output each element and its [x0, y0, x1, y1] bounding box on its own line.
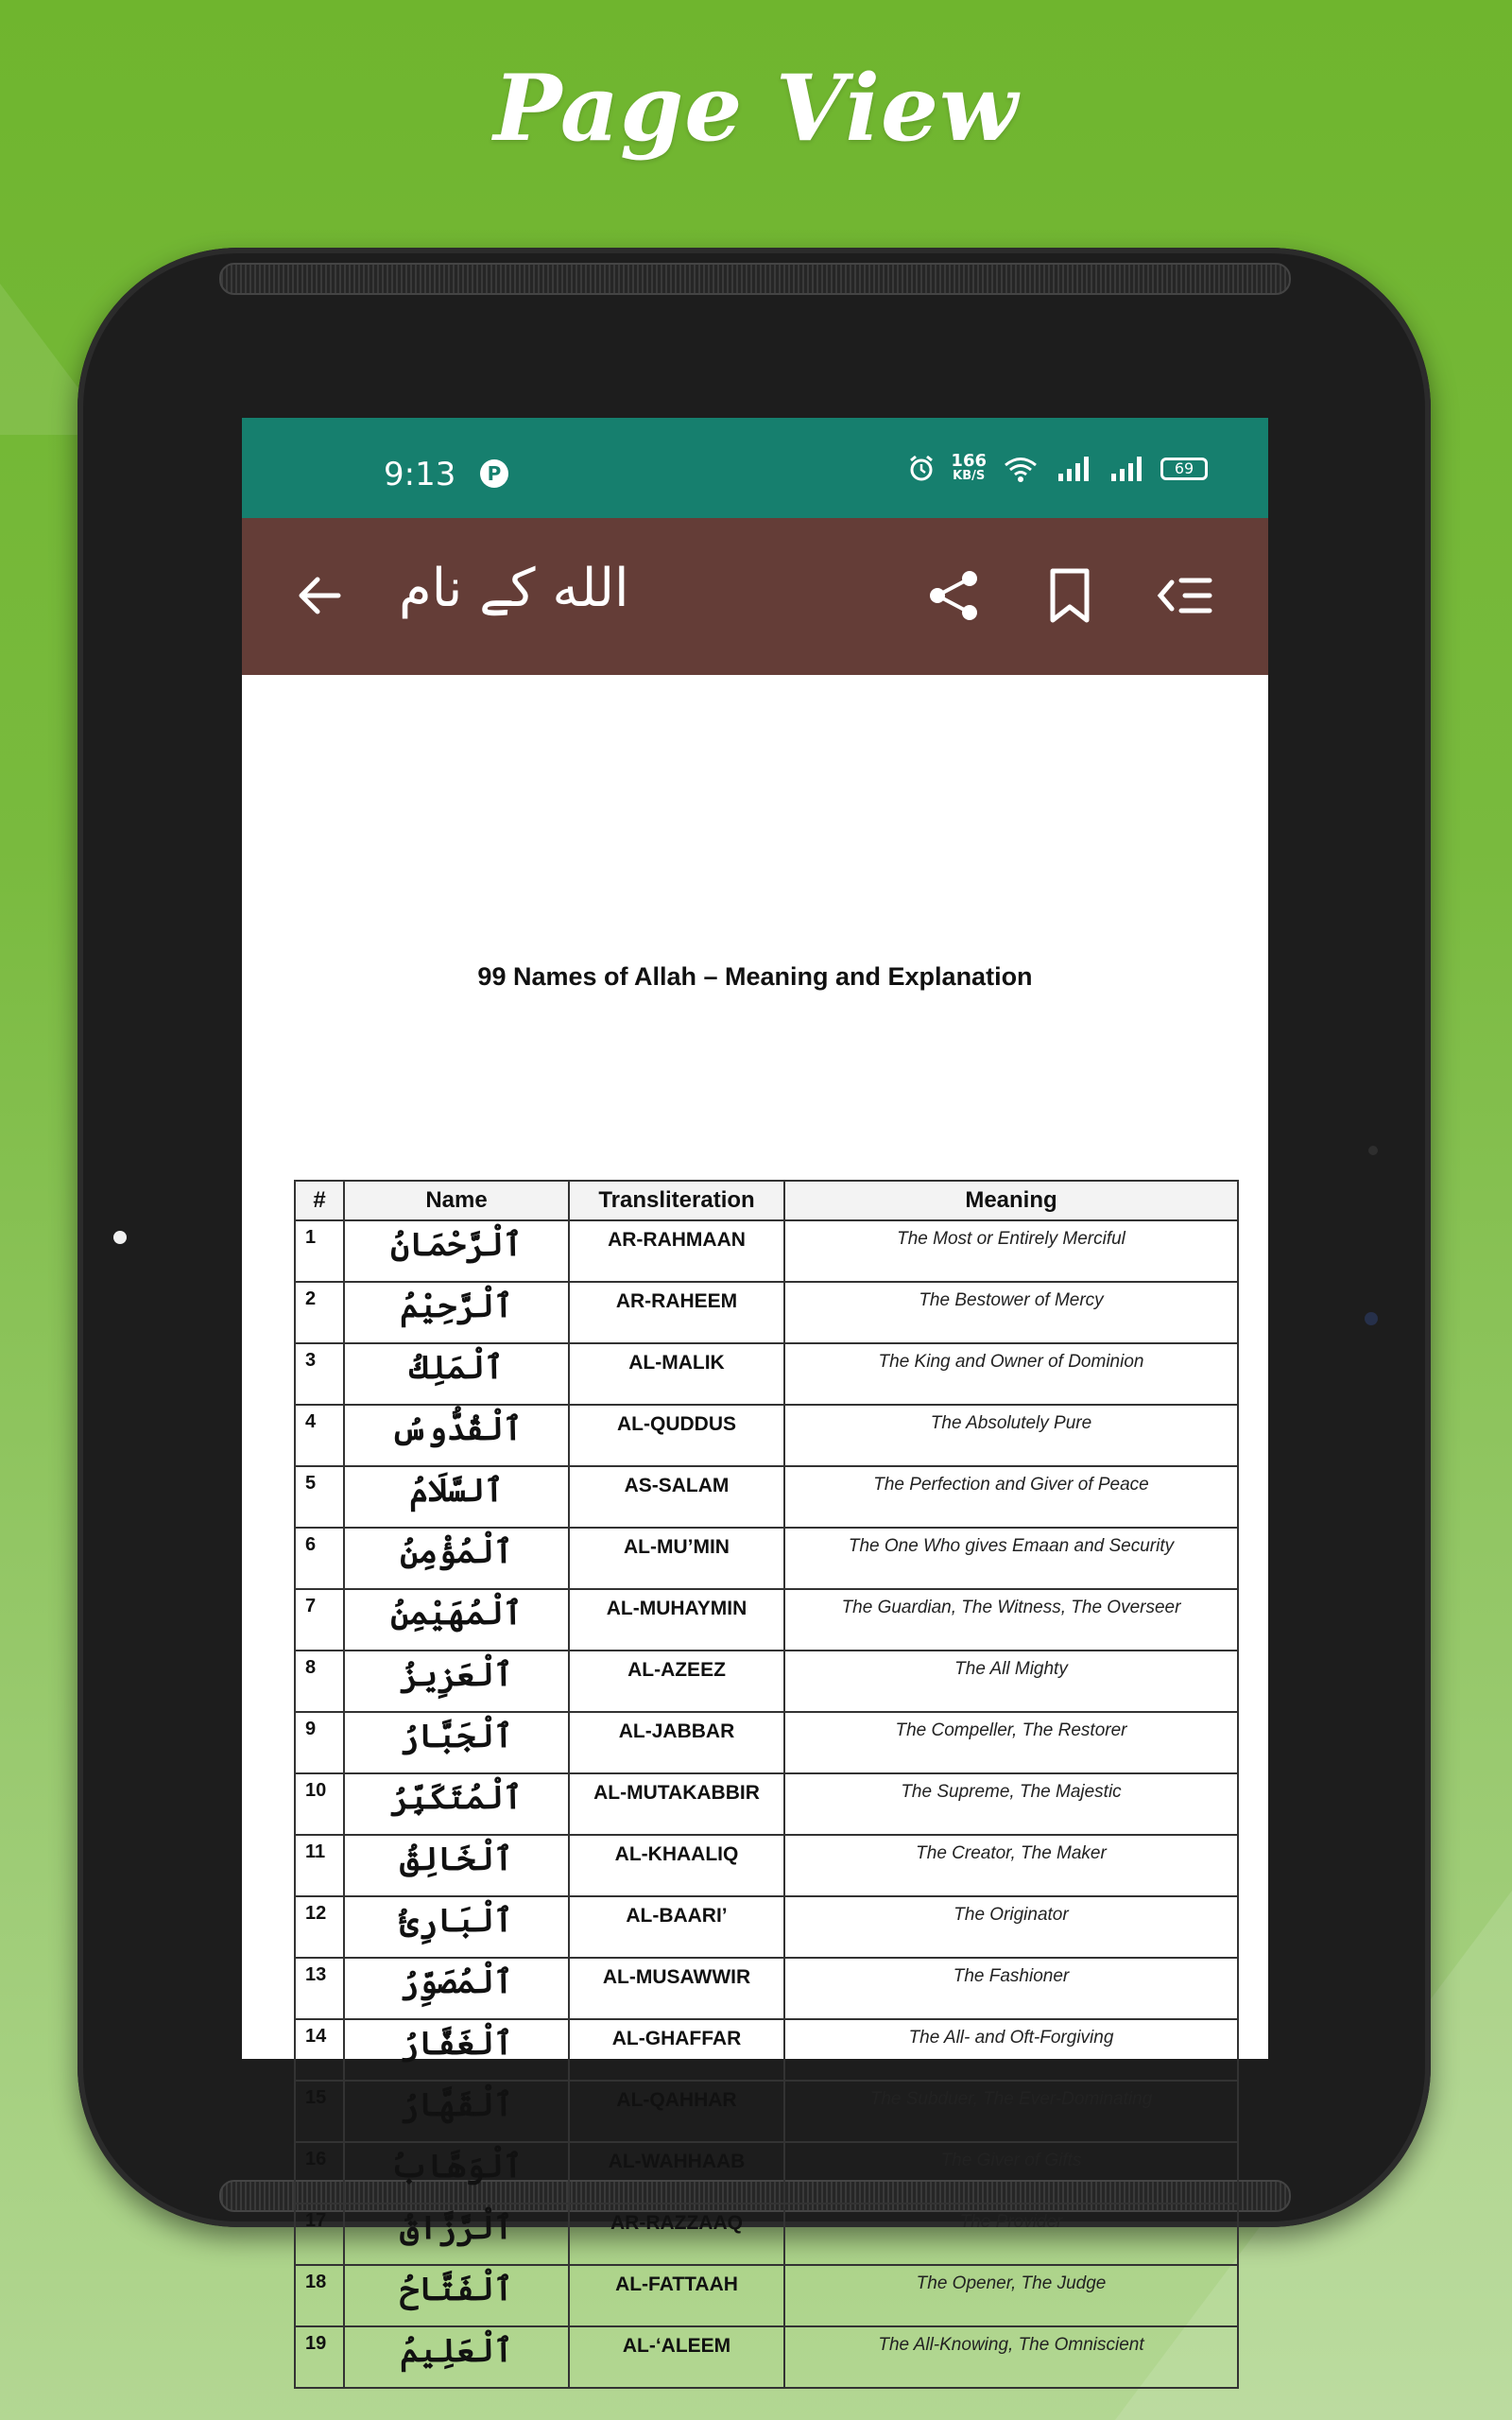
- table-row: [295, 2019, 1238, 2081]
- meaning: The Perfection and Giver of Peace: [784, 1466, 1238, 1528]
- table-row: [295, 1528, 1238, 1589]
- meaning: The Opener, The Judge: [784, 2265, 1238, 2326]
- meaning: The Subduer, The Ever-Dominating: [784, 2081, 1238, 2142]
- arabic-name: ٱلْرَّحِيْمُ: [344, 1282, 569, 1343]
- transliteration: AL-GHAFFAR: [569, 2019, 784, 2081]
- row-number: 11: [295, 1835, 344, 1896]
- table-row: [295, 1343, 1238, 1405]
- transliteration: AL-KHAALIQ: [569, 1835, 784, 1896]
- table-row: [295, 1958, 1238, 2019]
- row-number: 13: [295, 1958, 344, 2019]
- arabic-name: ٱلْفَتَّاحُ: [344, 2265, 569, 2326]
- table-row: [295, 1835, 1238, 1896]
- arabic-name: ٱلْقُدُّوسُ: [344, 1405, 569, 1466]
- row-number: 12: [295, 1896, 344, 1958]
- app-notification-icon: P: [480, 459, 508, 488]
- table-row: [295, 1466, 1238, 1528]
- row-number: 6: [295, 1528, 344, 1589]
- table-row: [295, 1282, 1238, 1343]
- transliteration: AL-MUTAKABBIR: [569, 1773, 784, 1835]
- meaning: The Originator: [784, 1896, 1238, 1958]
- arabic-name: ٱلْوَهَّابُ: [344, 2142, 569, 2204]
- signal-icon: [1108, 455, 1145, 483]
- meaning: The Compeller, The Restorer: [784, 1712, 1238, 1773]
- transliteration: AR-RAHEEM: [569, 1282, 784, 1343]
- meaning: The Provider: [784, 2204, 1238, 2265]
- column-header: #: [295, 1181, 344, 1220]
- transliteration: AL-MUSAWWIR: [569, 1958, 784, 2019]
- column-header: Name: [344, 1181, 569, 1220]
- arabic-name: ٱلْقَهَّارُ: [344, 2081, 569, 2142]
- transliteration: AR-RAHMAAN: [569, 1220, 784, 1282]
- row-number: 16: [295, 2142, 344, 2204]
- arabic-name: ٱلْمُتَكَبِّرُ: [344, 1773, 569, 1835]
- transliteration: AS-SALAM: [569, 1466, 784, 1528]
- arabic-name: ٱلْرَّزَّاقُ: [344, 2204, 569, 2265]
- table-row: [295, 2142, 1238, 2204]
- column-header: Meaning: [784, 1181, 1238, 1220]
- status-icons: [907, 451, 1208, 484]
- names-table: [294, 1180, 1239, 2389]
- row-number: 1: [295, 1220, 344, 1282]
- arabic-name: ٱلْمُؤْمِنُ: [344, 1528, 569, 1589]
- meaning: The Giver of Gifts: [784, 2142, 1238, 2204]
- transliteration: AL-BAARI’: [569, 1896, 784, 1958]
- arabic-name: ٱلْمُهَيْمِنُ: [344, 1589, 569, 1651]
- table-header-row: [295, 1181, 1238, 1220]
- network-speed: 166 KB/S: [951, 451, 987, 483]
- transliteration: AL-JABBAR: [569, 1712, 784, 1773]
- arabic-name: ٱلْخَالِقُ: [344, 1835, 569, 1896]
- transliteration: AL-MUHAYMIN: [569, 1589, 784, 1651]
- bookmark-icon[interactable]: [1041, 565, 1098, 626]
- meaning: The King and Owner of Dominion: [784, 1343, 1238, 1405]
- arabic-name: ٱلْعَلِيمُ: [344, 2326, 569, 2388]
- transliteration: AL-WAHHAAB: [569, 2142, 784, 2204]
- arabic-name: ٱلْغَفَّارُ: [344, 2019, 569, 2081]
- arabic-name: ٱلْعَزِيزُ: [344, 1651, 569, 1712]
- row-number: 18: [295, 2265, 344, 2326]
- row-number: 19: [295, 2326, 344, 2388]
- transliteration: AL-AZEEZ: [569, 1651, 784, 1712]
- arabic-name: ٱلْجَبَّارُ: [344, 1712, 569, 1773]
- row-number: 5: [295, 1466, 344, 1528]
- transliteration: AL-MALIK: [569, 1343, 784, 1405]
- row-number: 2: [295, 1282, 344, 1343]
- transliteration: AL-‘ALEEM: [569, 2326, 784, 2388]
- arabic-name: ٱلْمَلِكُ: [344, 1343, 569, 1405]
- table-row: [295, 1589, 1238, 1651]
- table-row: [295, 2326, 1238, 2388]
- meaning: The Absolutely Pure: [784, 1405, 1238, 1466]
- row-number: 14: [295, 2019, 344, 2081]
- app-bar: [242, 518, 1268, 675]
- arabic-name: ٱلْمُصَوِّرُ: [344, 1958, 569, 2019]
- meaning: The Guardian, The Witness, The Overseer: [784, 1589, 1238, 1651]
- document-title: 99 Names of Allah – Meaning and Explanation: [477, 962, 1033, 991]
- meaning: The All Mighty: [784, 1651, 1238, 1712]
- transliteration: AL-MU’MIN: [569, 1528, 784, 1589]
- column-header: Transliteration: [569, 1181, 784, 1220]
- table-row: [295, 1651, 1238, 1712]
- wifi-icon: [1002, 455, 1040, 483]
- transliteration: AR-RAZZAAQ: [569, 2204, 784, 2265]
- table-row: [295, 2265, 1238, 2326]
- row-number: 15: [295, 2081, 344, 2142]
- camera-dot: [113, 1231, 127, 1244]
- banner-title: Page View: [493, 55, 1019, 162]
- row-number: 7: [295, 1589, 344, 1651]
- row-number: 17: [295, 2204, 344, 2265]
- sensor-dot: [1368, 1146, 1378, 1155]
- meaning: The Creator, The Maker: [784, 1835, 1238, 1896]
- row-number: 3: [295, 1343, 344, 1405]
- table-row: [295, 1405, 1238, 1466]
- meaning: The Bestower of Mercy: [784, 1282, 1238, 1343]
- table-row: [295, 1220, 1238, 1282]
- battery-icon: 69: [1160, 458, 1208, 480]
- arabic-name: ٱلسَّلَامُ: [344, 1466, 569, 1528]
- device-screen: [242, 418, 1268, 2370]
- table-row: [295, 1712, 1238, 1773]
- share-icon[interactable]: [924, 565, 985, 626]
- signal-icon: [1055, 455, 1092, 483]
- arabic-name: ٱلْرَّحْمَانُ: [344, 1220, 569, 1282]
- back-arrow-icon[interactable]: [291, 567, 348, 624]
- transliteration: AL-QUDDUS: [569, 1405, 784, 1466]
- status-time: 9:13: [384, 456, 456, 493]
- row-number: 9: [295, 1712, 344, 1773]
- transliteration: AL-FATTAAH: [569, 2265, 784, 2326]
- camera-lens: [1365, 1312, 1378, 1325]
- table-row: [295, 1773, 1238, 1835]
- transliteration: AL-QAHHAR: [569, 2081, 784, 2142]
- table-row: [295, 2081, 1238, 2142]
- meaning: The All-Knowing, The Omniscient: [784, 2326, 1238, 2388]
- table-row: [295, 1896, 1238, 1958]
- row-number: 4: [295, 1405, 344, 1466]
- table-of-contents-icon[interactable]: [1151, 569, 1215, 622]
- meaning: The One Who gives Emaan and Security: [784, 1528, 1238, 1589]
- meaning: The Most or Entirely Merciful: [784, 1220, 1238, 1282]
- meaning: The Fashioner: [784, 1958, 1238, 2019]
- row-number: 10: [295, 1773, 344, 1835]
- app-title: الله کے نام: [399, 558, 629, 619]
- arabic-name: ٱلْبَارِئُ: [344, 1896, 569, 1958]
- speaker-grille: [219, 263, 1291, 295]
- meaning: The Supreme, The Majestic: [784, 1773, 1238, 1835]
- alarm-icon: [907, 455, 936, 483]
- table-row: [295, 2204, 1238, 2265]
- row-number: 8: [295, 1651, 344, 1712]
- status-bar: [242, 418, 1268, 518]
- meaning: The All- and Oft-Forgiving: [784, 2019, 1238, 2081]
